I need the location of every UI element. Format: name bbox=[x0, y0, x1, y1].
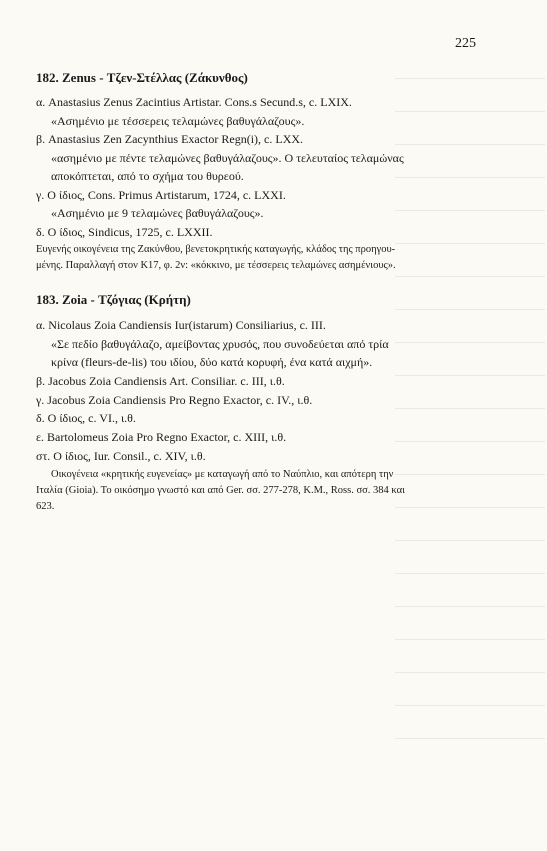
entry-183-a: α. Nicolaus Zoia Candiensis Iur(istarum) Consiliarius, c. III. bbox=[36, 318, 326, 332]
entry-183-c: γ. Jacobus Zoia Candiensis Pro Regno Exactor, c. IV., ι.θ. bbox=[36, 393, 313, 407]
entry-183-a-desc: «Σε πεδίο βαθυγάλαζο, αμείβοντας χρυσός, που συνοδεύεται από τρία bbox=[51, 337, 389, 351]
section-182-heading: 182. Zenus - Τζεν-Στέλλας (Ζάκυνθος) bbox=[36, 70, 248, 85]
entry-182-c-desc: «Ασημένιο με 9 τελαμώνες βαθυγάλαζους». bbox=[51, 206, 264, 220]
entry-183-d: δ. Ο ίδιος, c. VI., ι.θ. bbox=[36, 411, 136, 425]
entry-182-d: δ. Ο ίδιος, Sindicus, 1725, c. LXXII. bbox=[36, 225, 213, 239]
note-182-line-1: Ευγενής οικογένεια της Ζακύνθου, βενετοκρητικής καταγωγής, κλάδος της προηγου- bbox=[36, 244, 396, 255]
entry-182-c: γ. Ο ίδιος, Cons. Primus Artistarum, 1724, c. LXXI. bbox=[36, 188, 286, 202]
entry-183-a-desc-cont: κρίνα (fleurs-de-lis) του ιδίου, δύο κατά κορυφή, ένα κατά αιχμή». bbox=[51, 355, 373, 369]
section-183-heading: 183. Zoia - Τζόγιας (Κρήτη) bbox=[36, 292, 191, 307]
entry-183-b: β. Jacobus Zoia Candiensis Art. Consiliar. c. III, ι.θ. bbox=[36, 374, 285, 388]
note-183-line-1: Οικογένεια «κρητικής ευγενείας» με καταγωγή από το Ναύπλιο, και απότερη την bbox=[51, 469, 394, 480]
page-number: 225 bbox=[455, 36, 476, 51]
entry-182-b: β. Anastasius Zen Zacynthius Exactor Regn(i), c. LXX. bbox=[36, 132, 304, 146]
entry-182-a: α. Anastasius Zenus Zacintius Artistar. Cons.s Secund.s, c. LXIX. bbox=[36, 95, 352, 109]
note-182-line-2: μένης. Παραλλαγή στον Κ17, φ. 2ν: «κόκκινο, με τέσσερεις τελαμώνες ασημένιους». bbox=[36, 260, 396, 271]
entry-182-a-desc: «Ασημένιο με τέσσερεις τελαμώνες βαθυγάλαζους». bbox=[51, 114, 305, 128]
note-183-line-2: Ιταλία (Gioia). Το οικόσημο γνωστό και από Ger. σσ. 277-278, K.M., Ross. σσ. 384 και bbox=[36, 485, 405, 496]
note-183-line-3: 623. bbox=[36, 501, 55, 512]
entry-183-f: στ. Ο ίδιος, Iur. Consil., c. XIV, ι.θ. bbox=[36, 449, 206, 463]
entry-182-b-desc-cont: αποκόπτεται, από το σχήμα του θυρεού. bbox=[51, 169, 244, 183]
entry-183-e: ε. Bartolomeus Zoia Pro Regno Exactor, c. XIII, ι.θ. bbox=[36, 430, 287, 444]
entry-182-b-desc: «ασημένιο με πέντε τελαμώνες βαθυγάλαζους». Ο τελευταίος τελαμώνας bbox=[51, 151, 404, 165]
bleed-through-text bbox=[395, 60, 545, 760]
